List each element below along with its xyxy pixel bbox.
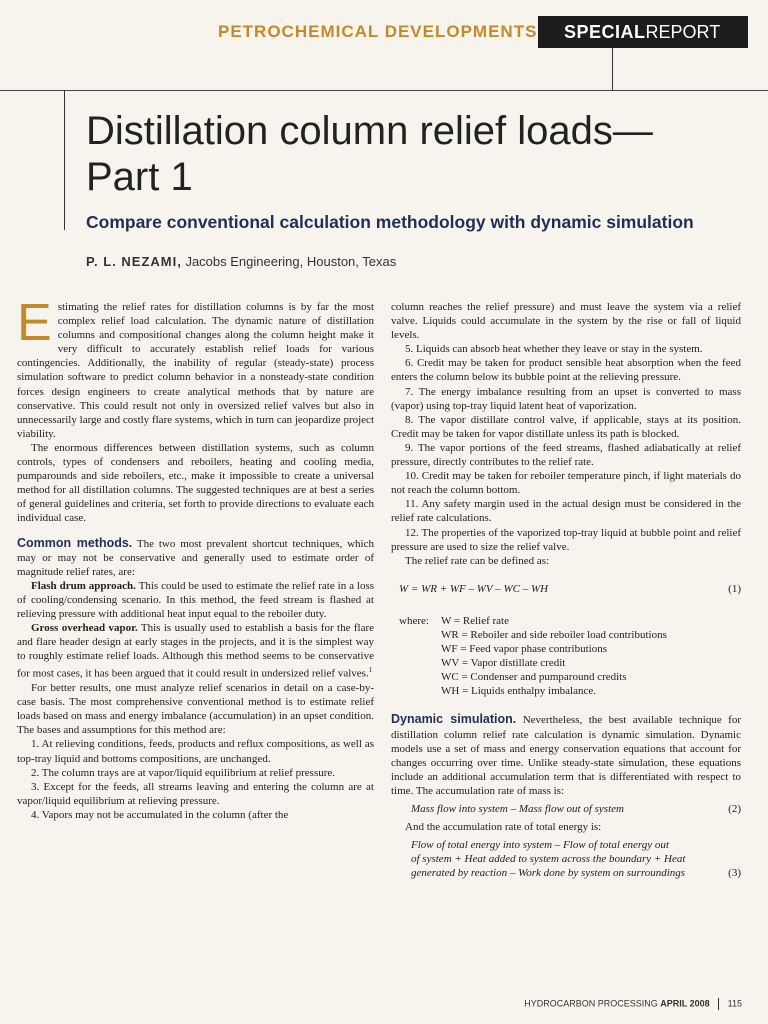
title-rule <box>64 90 65 230</box>
page-number: 115 <box>727 998 742 1009</box>
paragraph-common-methods <box>17 536 374 579</box>
assumption-item-8: 8. The vapor distillate control valve, if applicable, stays at its position. Credit may be taken for vapor distillate unless its path is blocked. <box>391 413 741 440</box>
special-report-banner <box>538 16 748 48</box>
special-label: SPECIAL <box>564 22 646 42</box>
intro-paragraph <box>17 294 374 441</box>
journal-name: HYDROCARBON PROCESSING <box>524 998 658 1009</box>
assumption-item-4-continued: column reaches the relief pressure) and must leave the system via a relief valve. Liquids could accumulate in the system by the rise or fall of liquid levels. <box>391 301 741 342</box>
equation-1-number: (1) <box>728 582 741 595</box>
definition-item: WV = Vapor distillate credit <box>441 657 566 670</box>
equation-3-line-1: Flow of total energy into system – Flow of total energy out <box>411 839 669 852</box>
assumption-item-5: 5. Liquids can absorb heat whether they leave or stay in the system. <box>405 343 703 356</box>
dynamic-simulation-text: Nevertheless, the best available technique for distillation column relief rate calculation is dynamic simulation. Dynamic models use a set of mass and energy conservation equations that account for changes occurring over time. Unlike steady-state simulation, these equations include an additional accumulation term that is differentiated with respect to time. The accumulation rate of mass is: <box>391 714 741 797</box>
assumption-item-3: 3. Except for the feeds, all streams leaving and entering the column are at vapor/liquid equilibrium at relieving pressure. <box>17 780 374 807</box>
equation-3-number: (3) <box>728 867 741 880</box>
byline <box>86 254 396 269</box>
paragraph-gross-overhead <box>17 621 374 681</box>
assumption-item-12: 12. The properties of the vaporized top-tray liquid at bubble point and relief pressure are used to size the relief valve. <box>391 526 741 553</box>
definition-item: WH = Liquids enthalpy imbalance. <box>441 685 596 698</box>
heading-flash-drum: Flash drum approach. <box>31 579 136 592</box>
drop-cap: E <box>17 294 52 352</box>
energy-intro: And the accumulation rate of total energy is: <box>405 821 602 834</box>
assumption-item-9: 9. The vapor portions of the feed streams, flashed adiabatically at relief pressure, directly contributes to the relief rate. <box>391 441 741 469</box>
definition-item: W = Relief rate <box>441 614 509 627</box>
header-rule <box>0 90 768 91</box>
definition-item: WR = Reboiler and side reboiler load contributions <box>441 628 667 641</box>
assumption-item-7: 7. The energy imbalance resulting from an upset is converted to mass (vapor) using top-tray liquid latent heat of vaporization. <box>391 385 741 412</box>
article-title <box>86 108 653 200</box>
assumption-item-4: 4. Vapors may not be accumulated in the column (after the <box>31 808 289 821</box>
equation-1 <box>391 582 741 596</box>
header-divider <box>612 48 613 90</box>
heading-dynamic-simulation: Dynamic simulation. <box>391 712 517 727</box>
definition-item: WC = Condenser and pumparound credits <box>441 671 627 684</box>
author-affiliation: Jacobs Engineering, Houston, Texas <box>185 254 397 269</box>
intro-text: stimating the relief rates for distillation columns is by far the most complex relief load calculation. The dynamic nature of distillation columns and compositional changes along the column height make it very difficult to accurately establish relief loads for various contingencies. Additionally, the inability of regular (steady-state) process simulation software to predict column behavior in a nonsteady-state condition forces design engineers to create analytical methods that by nature are conservative. This could result not only in oversized relief valves but also in unnecessarily large and costly flare systems, which in turn can jeopardize project viability. <box>17 301 374 440</box>
equation-2-number: (2) <box>728 803 741 815</box>
paragraph-flash-drum <box>17 579 374 621</box>
heading-common-methods: Common methods. <box>17 535 133 550</box>
assumption-item-10: 10. Credit may be taken for reboiler temperature pinch, if light materials do not reach the column bottom. <box>391 470 741 497</box>
issue-date: APRIL 2008 <box>660 998 710 1009</box>
equation-2-text: Mass flow into system – Mass flow out of system <box>411 803 624 815</box>
paragraph-better-results: For better results, one must analyze relief scenarios in detail on a case-by-case basis. The most comprehensive conventional method is to estimate relief loads based on mass and energy imbalance (accumulation) in an upset condition. The bases and assumptions for this method are: <box>17 682 374 737</box>
definition-item: WF = Feed vapor phase contributions <box>441 643 607 656</box>
right-column <box>391 300 741 880</box>
variable-definitions <box>391 614 741 699</box>
report-label: REPORT <box>645 22 721 42</box>
equation-2 <box>391 802 741 816</box>
section-heading: PETROCHEMICAL DEVELOPMENTS <box>218 22 538 41</box>
author-name: P. L. NEZAMI, <box>86 254 182 269</box>
page-footer <box>524 998 742 1010</box>
assumption-item-2: 2. The column trays are at vapor/liquid equilibrium at relief pressure. <box>31 766 336 779</box>
flash-drum-text: This could be used to estimate the relief rate in a loss of cooling/condensing scenario. In this method, the feed stream is flashed at relieving pressure with additional heat input equal to the reboiler duty. <box>17 579 375 620</box>
gross-overhead-text: This is usually used to establish a basis for the flare and flare header design at early stages in the projects, and it is the simplest way to roughly estimate relief loads. Although this method seems to be conservative for most cases, it has been argued that it could result in undersized relief valves. <box>17 622 374 680</box>
relief-rate-intro: The relief rate can be defined as: <box>405 554 550 567</box>
reference-marker: 1 <box>368 666 373 675</box>
heading-gross-overhead: Gross overhead vapor. <box>31 622 138 635</box>
equation-3-line-3 <box>391 866 741 880</box>
equation-3-text: generated by reaction – Work done by system on surroundings <box>411 867 686 880</box>
assumption-item-11: 11. Any safety margin used in the actual design must be considered in the relief rate calculations. <box>391 498 741 525</box>
equation-3-line-2: of system + Heat added to system across the boundary + Heat <box>411 853 686 866</box>
equation-1-text: W = WR + WF – WV – WC – WH <box>399 582 549 595</box>
title-line-1: Distillation column relief loads— <box>86 109 653 153</box>
paragraph-dynamic-simulation <box>391 712 741 798</box>
assumption-item-6: 6. Credit may be taken for product sensible heat absorption when the feed enters the column below its bubble point at the relieving pressure. <box>391 357 741 384</box>
common-methods-text: The two most prevalent shortcut techniques, which may or may not be conservative and generally used to estimate order of magnitude relief rates, are: <box>17 537 374 578</box>
left-column <box>17 294 375 822</box>
title-line-2: Part 1 <box>86 155 193 199</box>
article-subtitle: Compare conventional calculation methodology with dynamic simulation <box>86 212 694 232</box>
footer-divider <box>718 998 719 1010</box>
where-label: where: <box>399 614 429 627</box>
paragraph-differences: The enormous differences between distillation systems, such as column controls, types of condensers and reboilers, heating and cooling media, pumparounds and side reboilers, etc., make it impossible to create a universal method for all distillation columns. The suggested techniques are at best a series of general guidelines and criteria, set forth to provide directions to evaluate each individual case. <box>17 441 374 525</box>
assumption-item-1: 1. At relieving conditions, feeds, products and reflux compositions, as well as top-tray liquid and bottoms compositions, are unchanged. <box>17 738 374 765</box>
